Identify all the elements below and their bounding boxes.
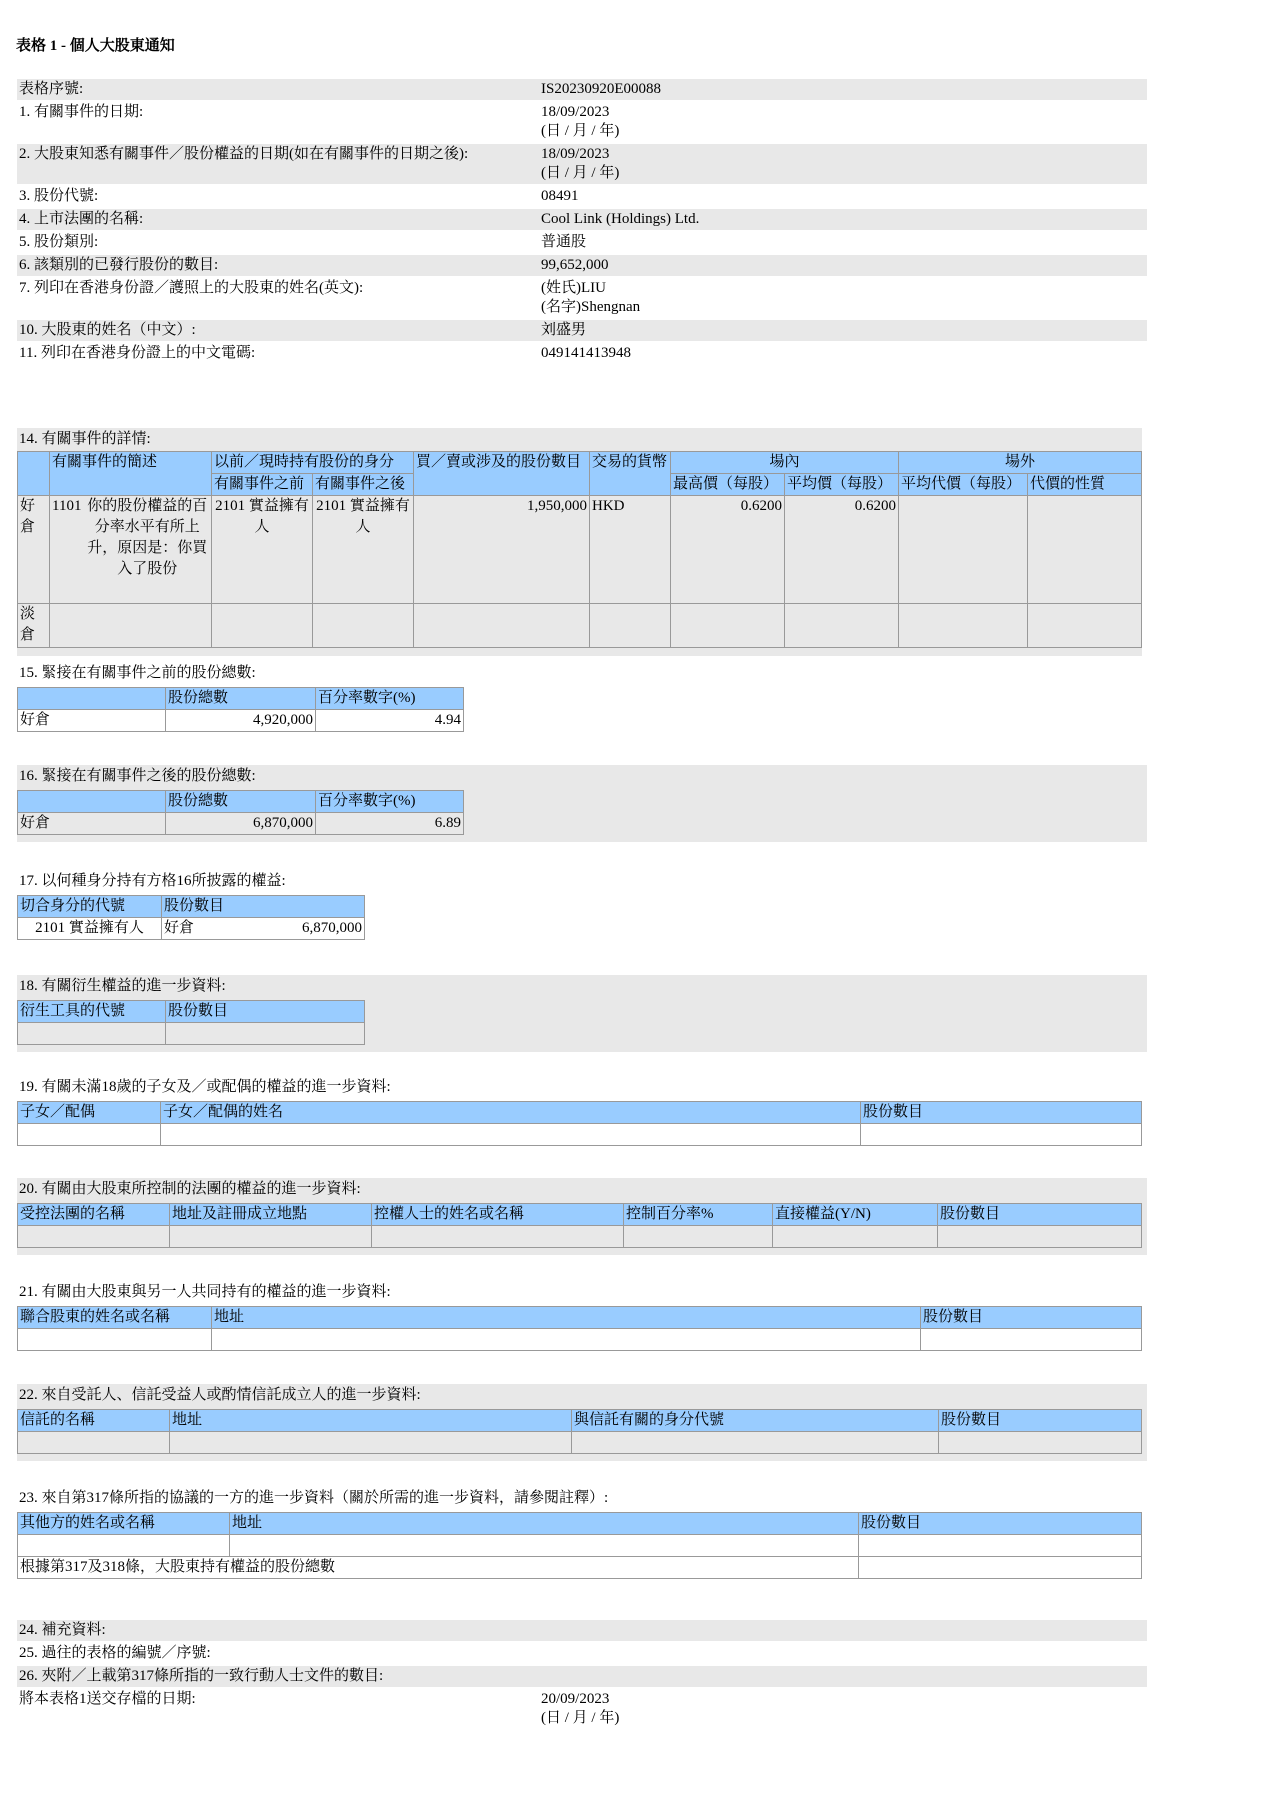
- field-sub: (日 / 月 / 年): [541, 123, 620, 139]
- section-title: 16. 緊接在有關事件之後的股份總數:: [19, 768, 256, 784]
- field-row: 4. 上市法團的名稱: Cool Link (Holdings) Ltd.: [17, 209, 1147, 230]
- field-row: 24. 補充資料:: [17, 1620, 1147, 1641]
- highest-price: 0.6200: [671, 496, 785, 604]
- field-value: 刘盛男: [541, 322, 587, 338]
- section-22: [17, 1384, 1147, 1461]
- field-value: (姓氏)LIU: [541, 280, 606, 296]
- joint-holder-table: 聯合股東的姓名或名稱 地址 股份數目: [17, 1306, 1142, 1351]
- section-20: [17, 1178, 1147, 1255]
- total-shares-label: 根據第317及318條，大股東持有權益的股份總數: [18, 1557, 859, 1579]
- shares-involved: 1,950,000: [414, 496, 590, 604]
- currency: HKD: [590, 496, 671, 604]
- short-position-row: 淡倉: [18, 604, 1142, 648]
- field-value: 99,652,000: [541, 257, 609, 273]
- section-23: [17, 1487, 1147, 1579]
- field-value: 18/09/2023: [541, 146, 610, 162]
- capacity-after: 2101 實益擁有人: [313, 496, 414, 604]
- section-title: 21. 有關由大股東與另一人共同持有的權益的進一步資料:: [19, 1284, 391, 1300]
- form-title: 表格 1 - 個人大股東通知: [16, 38, 175, 54]
- section-17: [17, 870, 1147, 940]
- before-totals-table: 股份總數 百分率數字(%) 好倉 4,920,000 4.94: [17, 687, 464, 732]
- agreement-party-table: 其他方的姓名或名稱 地址 股份數目 根據第317及318條，大股東持有權益的股份總數: [17, 1512, 1142, 1579]
- section-title: 15. 緊接在有關事件之前的股份總數:: [19, 665, 256, 681]
- average-price: 0.6200: [785, 496, 899, 604]
- field-value: 049141413948: [541, 345, 631, 361]
- field-row: 26. 夾附／上載第317條所指的一致行動人士文件的數目:: [17, 1666, 1147, 1687]
- field-row: 2. 大股東知悉有關事件／股份權益的日期(如在有關事件的日期之後): 18/09/2023 (日 / 月 / 年): [17, 144, 1147, 184]
- field-value: Cool Link (Holdings) Ltd.: [541, 211, 700, 227]
- field-row: 3. 股份代號: 08491: [17, 186, 1147, 207]
- field-row: 25. 過往的表格的編號／序號:: [19, 1645, 211, 1661]
- field-value: IS20230920E00088: [541, 81, 661, 97]
- field-value: 18/09/2023: [541, 104, 610, 120]
- field-value: 08491: [541, 188, 579, 204]
- field-row: 11. 列印在香港身份證上的中文電碼: 049141413948: [17, 343, 1147, 364]
- field-row: 表格序號: IS20230920E00088: [17, 79, 1147, 100]
- field-row: 6. 該類別的已發行股份的數目: 99,652,000: [17, 255, 1147, 276]
- field-row: 將本表格1送交存檔的日期: 20/09/2023 (日 / 月 / 年): [17, 1689, 1147, 1729]
- field-row: 5. 股份類別: 普通股: [17, 232, 1147, 253]
- section-title: 20. 有關由大股東所控制的法團的權益的進一步資料:: [19, 1181, 361, 1197]
- event-code: 1101: [52, 498, 82, 514]
- section-title: 22. 來自受託人、信託受益人或酌情信託成立人的進一步資料:: [19, 1387, 421, 1403]
- derivative-table: 衍生工具的代號 股份數目: [17, 1000, 365, 1045]
- section-16: [17, 765, 1147, 842]
- section-21: [17, 1281, 1147, 1351]
- capacity-before: 2101 實益擁有人: [212, 496, 313, 604]
- field-sub: (名字)Shengnan: [541, 299, 641, 315]
- section-18: [17, 975, 1147, 1052]
- supplementary-table: [17, 1618, 1147, 1731]
- children-spouse-table: 子女／配偶 子女／配偶的姓名 股份數目: [17, 1101, 1142, 1146]
- section-15: [17, 662, 1147, 732]
- section-14: [17, 428, 1142, 656]
- after-totals-table: 股份總數 百分率數字(%) 好倉 6,870,000 6.89: [17, 790, 464, 835]
- trust-table: 信託的名稱 地址 與信託有關的身分代號 股份數目: [17, 1409, 1142, 1454]
- section-title: 18. 有關衍生權益的進一步資料:: [19, 978, 226, 994]
- field-row: 7. 列印在香港身份證／護照上的大股東的姓名(英文): (姓氏)LIU (名字)Shengnan: [17, 278, 1147, 318]
- section-title: 19. 有關未滿18歲的子女及／或配偶的權益的進一步資料:: [19, 1079, 391, 1095]
- section-title: 17. 以何種身分持有方格16所披露的權益:: [19, 873, 286, 889]
- event-desc: 你的股份權益的百分率水平有所上升，原因是：你買入了股份: [87, 498, 208, 577]
- capacity-table: 切合身分的代號 股份數目 2101 實益擁有人 好倉 6,870,000: [17, 895, 365, 940]
- section-title: 14. 有關事件的詳情:: [19, 431, 151, 447]
- event-details-table: 有關事件的簡述 以前／現時持有股份的身分 買／賣或涉及的股份數目 交易的貨幣 場內 場外 有關事件之前 有關事件之後 最高價（每股） 平均價（每股） 平均代價（每股） 代價的性質 好倉 1101 你的股份權益的百分率水平有所上升，原因是：你買入了股份 2101 實益擁有人 2101 實益擁有人 1,950,000 HKD 0.6200 0.6200 淡倉: [17, 451, 1142, 648]
- field-value: 普通股: [541, 234, 587, 250]
- field-row: 1. 有關事件的日期: 18/09/2023 (日 / 月 / 年): [17, 102, 1147, 142]
- section-19: [17, 1076, 1147, 1146]
- long-position-row: 好倉 1101 你的股份權益的百分率水平有所上升，原因是：你買入了股份 2101 實益擁有人 2101 實益擁有人 1,950,000 HKD 0.6200 0.6200: [18, 496, 1142, 604]
- section-title: 23. 來自第317條所指的協議的一方的進一步資料（關於所需的進一步資料，請參閱註釋）:: [19, 1490, 609, 1506]
- basic-info-table: [17, 77, 1147, 366]
- field-sub: (日 / 月 / 年): [541, 165, 620, 181]
- filing-date: 20/09/2023: [541, 1691, 610, 1707]
- controlled-corp-table: 受控法團的名稱 地址及註冊成立地點 控權人士的姓名或名稱 控制百分率% 直接權益(Y/N) 股份數目: [17, 1203, 1142, 1248]
- field-row: 10. 大股東的姓名（中文）: 刘盛男: [17, 320, 1147, 341]
